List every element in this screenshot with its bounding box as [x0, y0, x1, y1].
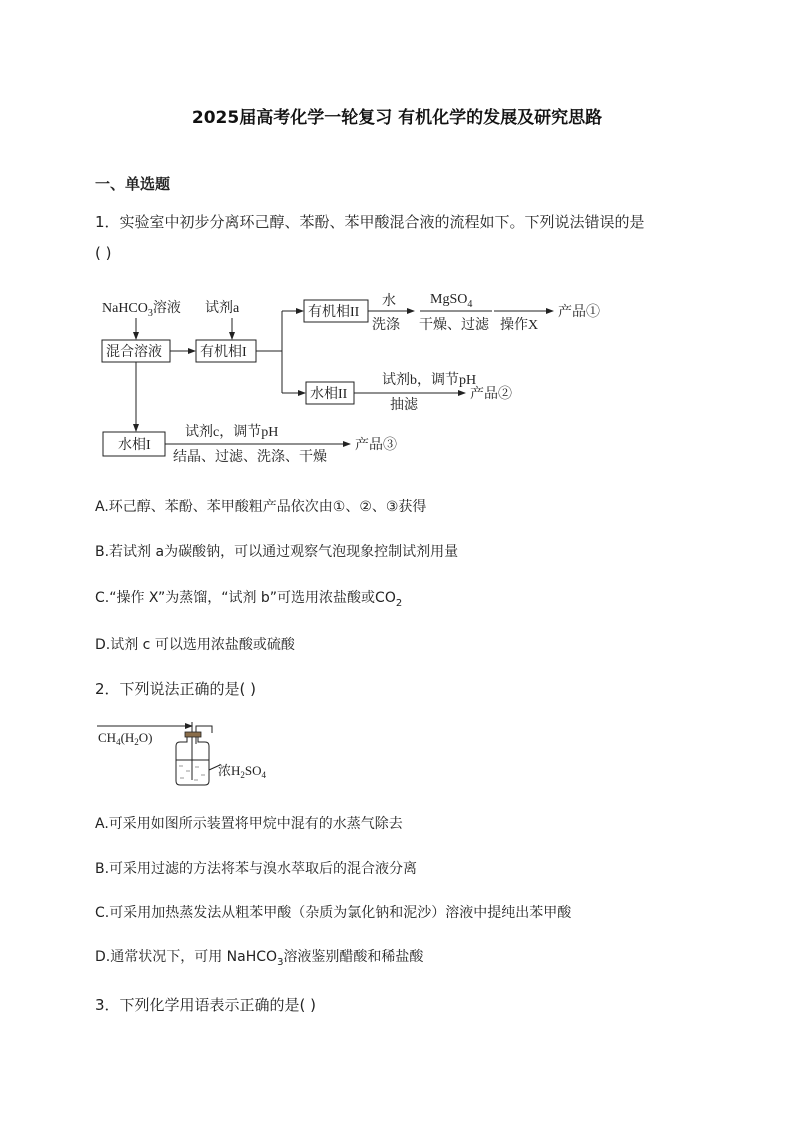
q2-option-d[interactable]: D.通常状况下，可用 NaHCO$_3$溶液鉴别醋酸和稀盐酸	[95, 949, 424, 968]
q1-stem-line1: 1．实验室中初步分离环己醇、苯酚、苯甲酸混合液的流程如下。下列说法错误的是	[95, 213, 645, 231]
label-nahco3: NaHCO$_3$溶液	[102, 301, 181, 319]
q3-stem: 3．下列化学用语表示正确的是( )	[95, 996, 317, 1014]
q2-option-c[interactable]: C.可采用加热蒸发法从粗苯甲酸（杂质为氯化钠和泥沙）溶液中提纯出苯甲酸	[95, 905, 572, 921]
label-product3: 产品③	[355, 438, 397, 453]
label-org2: 有机相II	[308, 305, 360, 320]
label-aq2: 水相II	[310, 387, 348, 402]
label-gas: $CH_4(H_2O)$	[98, 730, 153, 747]
label-reagent-a: 试剂a	[205, 301, 240, 316]
label-crystallize: 结晶、过滤、洗涤、干燥	[173, 450, 327, 465]
label-mixed: 混合溶液	[106, 345, 162, 360]
stopper	[185, 732, 201, 737]
label-op-x: 操作X	[500, 318, 539, 333]
label-water: 水	[382, 294, 396, 309]
section-heading: 一、单选题	[95, 175, 171, 193]
label-wash: 洗涤	[372, 318, 400, 333]
label-reagent-b: 试剂b，调节pH	[382, 373, 477, 388]
q1-option-d[interactable]: D.试剂 c 可以选用浓盐酸或硫酸	[95, 637, 295, 653]
q2-option-b[interactable]: B.可采用过滤的方法将苯与溴水萃取后的混合液分离	[95, 861, 418, 877]
q1-stem-line2: ( )	[95, 244, 112, 262]
q2-stem: 2．下列说法正确的是( )	[95, 680, 257, 698]
label-aq1: 水相I	[118, 438, 151, 453]
label-org1: 有机相I	[200, 345, 247, 360]
q1-option-b[interactable]: B.若试剂 a为碳酸钠，可以通过观察气泡现象控制试剂用量	[95, 544, 459, 560]
label-conc-h2so4: 浓$H_2SO_4$	[218, 763, 267, 780]
q2-option-a[interactable]: A.可采用如图所示装置将甲烷中混有的水蒸气除去	[95, 816, 403, 832]
label-product1: 产品①	[558, 305, 600, 320]
q1-option-c[interactable]: C.“操作 X”为蒸馏，“试剂 b”可选用浓盐酸或$CO_2$	[95, 590, 403, 609]
q1-option-a[interactable]: A.环己醇、苯酚、苯甲酸粗产品依次由①、②、③获得	[95, 499, 427, 515]
label-product2: 产品②	[470, 387, 512, 402]
label-mgso4: MgSO$_4$	[430, 292, 473, 310]
label-suction: 抽滤	[390, 398, 418, 413]
label-dry-filter: 干燥、过滤	[419, 318, 489, 333]
label-reagent-c: 试剂c，调节pH	[185, 425, 279, 440]
page-title: 2025届高考化学一轮复习 有机化学的发展及研究思路	[191, 108, 603, 128]
